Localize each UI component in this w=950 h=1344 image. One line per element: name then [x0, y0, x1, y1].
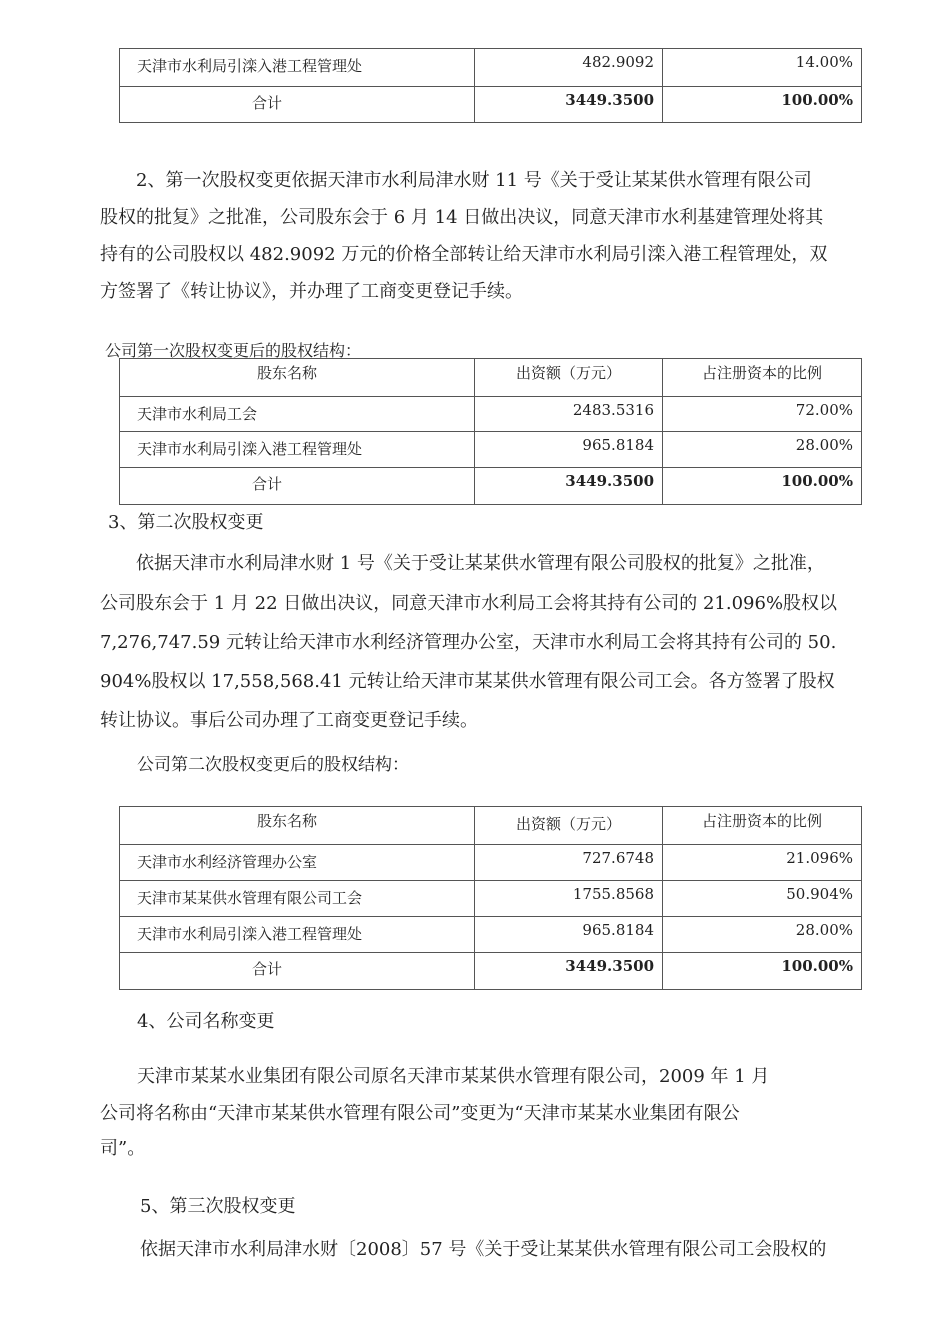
paragraph-line: 股权的批复》之批准，公司股东会于 6 月 14 日做出决议，同意天津市水利基建管理处将其	[100, 207, 824, 228]
table-row	[120, 881, 862, 917]
capital-ratio: 28.00%	[663, 917, 862, 953]
section-3-heading: 3、第二次股权变更	[108, 512, 264, 533]
paragraph-line: 天津市某某水业集团有限公司原名天津市某某供水管理有限公司，2009 年 1 月	[137, 1066, 770, 1087]
table-row	[120, 49, 862, 87]
capital-amount: 727.6748	[475, 845, 663, 881]
shareholder-name: 天津市水利局工会	[120, 397, 475, 432]
total-ratio: 100.00%	[663, 87, 862, 123]
capital-amount: 482.9092	[475, 49, 663, 87]
table-row	[120, 397, 862, 432]
capital-amount: 2483.5316	[475, 397, 663, 432]
shareholder-name: 天津市某某供水管理有限公司工会	[120, 881, 475, 917]
total-label: 合计	[120, 953, 475, 990]
total-ratio: 100.00%	[663, 953, 862, 990]
section-5-heading: 5、第三次股权变更	[140, 1196, 296, 1217]
header-capital-amount: 出资额（万元）	[475, 807, 663, 845]
paragraph-line: 公司将名称由“天津市某某供水管理有限公司”变更为“天津市某某水业集团有限公	[100, 1103, 740, 1124]
header-shareholder-name: 股东名称	[120, 359, 475, 397]
capital-ratio: 14.00%	[663, 49, 862, 87]
section-4-heading: 4、公司名称变更	[137, 1011, 275, 1032]
paragraph-line: 904%股权以 17,558,568.41 元转让给天津市某某供水管理有限公司工会。各方签署了股权	[100, 671, 835, 692]
capital-ratio: 50.904%	[663, 881, 862, 917]
section-3-paragraph-first	[136, 547, 906, 581]
paragraph-line: 司”。	[100, 1138, 146, 1159]
shareholder-name: 天津市水利局引滦入港工程管理处	[120, 432, 475, 468]
shareholder-name: 天津市水利局引滦入港工程管理处	[120, 49, 475, 87]
section-4-paragraph-first	[137, 1060, 907, 1094]
shareholding-table-second-change	[119, 806, 862, 990]
table-total-row	[120, 953, 862, 990]
shareholding-table-first-change	[119, 358, 862, 505]
total-ratio: 100.00%	[663, 468, 862, 505]
table-2-caption: 公司第一次股权变更后的股权结构：	[105, 341, 362, 360]
capital-amount: 965.8184	[475, 917, 663, 953]
paragraph-line: 持有的公司股权以 482.9092 万元的价格全部转让给天津市水利局引滦入港工程管理处，双	[100, 244, 828, 265]
table-row	[120, 917, 862, 953]
paragraph-line: 转让协议。事后公司办理了工商变更登记手续。	[100, 710, 478, 731]
paragraph-line: 2、第一次股权变更依据天津市水利局津水财 11 号《关于受让某某供水管理有限公司	[136, 170, 812, 191]
table-header-row	[120, 359, 862, 397]
total-amount: 3449.3500	[475, 468, 663, 505]
section-4-paragraph	[100, 1097, 905, 1166]
total-label: 合计	[120, 468, 475, 505]
shareholder-name: 天津市水利局引滦入港工程管理处	[120, 917, 475, 953]
table-header-row	[120, 807, 862, 845]
header-capital-ratio: 占注册资本的比例	[663, 359, 862, 397]
total-amount: 3449.3500	[475, 87, 663, 123]
header-capital-ratio: 占注册资本的比例	[663, 807, 862, 845]
capital-ratio: 28.00%	[663, 432, 862, 468]
total-amount: 3449.3500	[475, 953, 663, 990]
section-5-paragraph	[140, 1233, 910, 1267]
capital-ratio: 72.00%	[663, 397, 862, 432]
paragraph-line: 7,276,747.59 元转让给天津市水利经济管理办公室，天津市水利局工会将其持有公司的 50.	[100, 632, 837, 653]
paragraph-line: 依据天津市水利局津水财〔2008〕57 号《关于受让某某供水管理有限公司工会股权的	[140, 1239, 827, 1260]
shareholding-table-initial	[119, 48, 862, 123]
capital-amount: 1755.8568	[475, 881, 663, 917]
paragraph-line: 依据天津市水利局津水财 1 号《关于受让某某供水管理有限公司股权的批复》之批准，	[136, 553, 825, 574]
shareholder-name: 天津市水利经济管理办公室	[120, 845, 475, 881]
table-total-row	[120, 87, 862, 123]
capital-amount: 965.8184	[475, 432, 663, 468]
paragraph-line: 方签署了《转让协议》，并办理了工商变更登记手续。	[100, 281, 523, 302]
table-row	[120, 432, 862, 468]
table-total-row	[120, 468, 862, 505]
section-2-paragraph-cont	[100, 201, 905, 309]
table-row	[120, 845, 862, 881]
section-3-paragraph	[100, 587, 905, 738]
header-shareholder-name: 股东名称	[120, 807, 475, 845]
header-capital-amount: 出资额（万元）	[475, 359, 663, 397]
table-3-caption: 公司第二次股权变更后的股权结构：	[137, 755, 409, 775]
capital-ratio: 21.096%	[663, 845, 862, 881]
total-label: 合计	[120, 87, 475, 123]
section-2-paragraph	[136, 164, 906, 198]
paragraph-line: 公司股东会于 1 月 22 日做出决议，同意天津市水利局工会将其持有公司的 21.096%股权以	[100, 593, 838, 614]
